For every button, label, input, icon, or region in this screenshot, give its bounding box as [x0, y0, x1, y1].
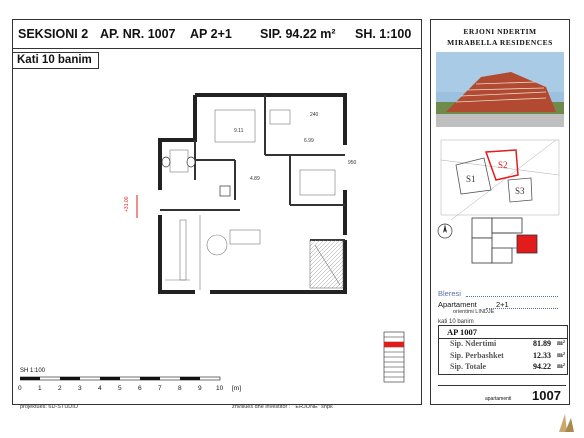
scale-tick: 7 — [158, 385, 162, 392]
scale-tick: 8 — [178, 385, 182, 392]
area-row — [439, 362, 567, 374]
key-plan — [462, 213, 542, 273]
area-value: 94.22 — [533, 362, 551, 371]
scale-bar-title: SH 1:100 — [20, 368, 46, 374]
area-key: Sip. Totale — [450, 362, 487, 371]
scale-tick: 9 — [198, 385, 202, 392]
opening-dimension: 950 — [348, 160, 357, 166]
building-section-icon — [380, 330, 410, 385]
entry-level: +31.00 — [124, 196, 130, 212]
apartment-tag-label: apartamenti — [485, 396, 512, 402]
apartment-type: AP 2+1 — [190, 27, 232, 41]
site-label: S1 — [466, 174, 476, 184]
section-label: SEKSIONI 2 — [18, 27, 89, 41]
area-unit: m² — [557, 339, 565, 347]
buyer-line — [466, 296, 558, 297]
floor-plan — [120, 80, 370, 300]
building-render — [436, 52, 564, 127]
area-table — [438, 325, 568, 375]
area-key: Sip. Ndertimi — [450, 339, 497, 348]
scale-tick: 2 — [58, 385, 62, 392]
apartment-area: SIP. 94.22 m² — [260, 27, 336, 41]
site-label: S3 — [515, 186, 525, 196]
apartment-number: AP. NR. 1007 — [100, 27, 176, 41]
brand-name: ERJONI NDERTIM — [463, 27, 537, 36]
area-row — [439, 351, 567, 363]
scale-tick: 4 — [98, 385, 102, 392]
apartment-label: Apartament — [438, 300, 477, 309]
scale-unit: [m] — [232, 385, 242, 392]
area-table-caption: AP 1007 — [439, 326, 567, 339]
scale-tick: 10 — [216, 385, 224, 392]
scale-bar — [20, 368, 240, 396]
apartment-tag-number: 1007 — [532, 388, 561, 403]
compass-icon — [436, 222, 454, 240]
room-dimension: 9.11 — [234, 128, 244, 134]
floor-info: kati 10 banim — [438, 319, 474, 325]
scale-tick: 0 — [18, 385, 22, 392]
scale-tick: 5 — [118, 385, 122, 392]
logo-icon — [557, 410, 577, 434]
buyer-label: Bleresi — [438, 289, 461, 298]
scale-tick: 3 — [78, 385, 82, 392]
area-key: Sip. Perbashket — [450, 350, 504, 360]
area-unit: m² — [557, 350, 565, 359]
floor-label: Kati 10 banim — [12, 52, 99, 69]
orientation-label: orientimi LINDJE — [453, 309, 495, 315]
scale-tick: 6 — [138, 385, 142, 392]
drawing-scale: SH. 1:100 — [355, 27, 412, 41]
apartment-tag — [438, 385, 566, 406]
area-value: 12.33 — [533, 350, 551, 360]
room-dimension: 4.89 — [250, 176, 260, 182]
area-value: 81.89 — [533, 339, 551, 348]
opening-dimension: 240 — [310, 112, 319, 118]
area-row — [439, 339, 567, 351]
room-dimension: 6.99 — [304, 138, 314, 144]
title-block — [12, 19, 422, 49]
site-label: S2 — [498, 160, 508, 170]
area-unit: m² — [557, 362, 565, 370]
designer-credit: projektues: 6D-STUDIO — [20, 404, 79, 410]
investor-credit: zhvillues dhe investitor : " ERJONE" shpk — [232, 404, 333, 410]
site-plan — [436, 130, 564, 225]
project-name: MIRABELLA RESIDENCES — [447, 38, 553, 47]
apartment-line — [486, 308, 558, 309]
apartment-type-value: 2+1 — [496, 300, 509, 309]
scale-tick: 1 — [38, 385, 42, 392]
